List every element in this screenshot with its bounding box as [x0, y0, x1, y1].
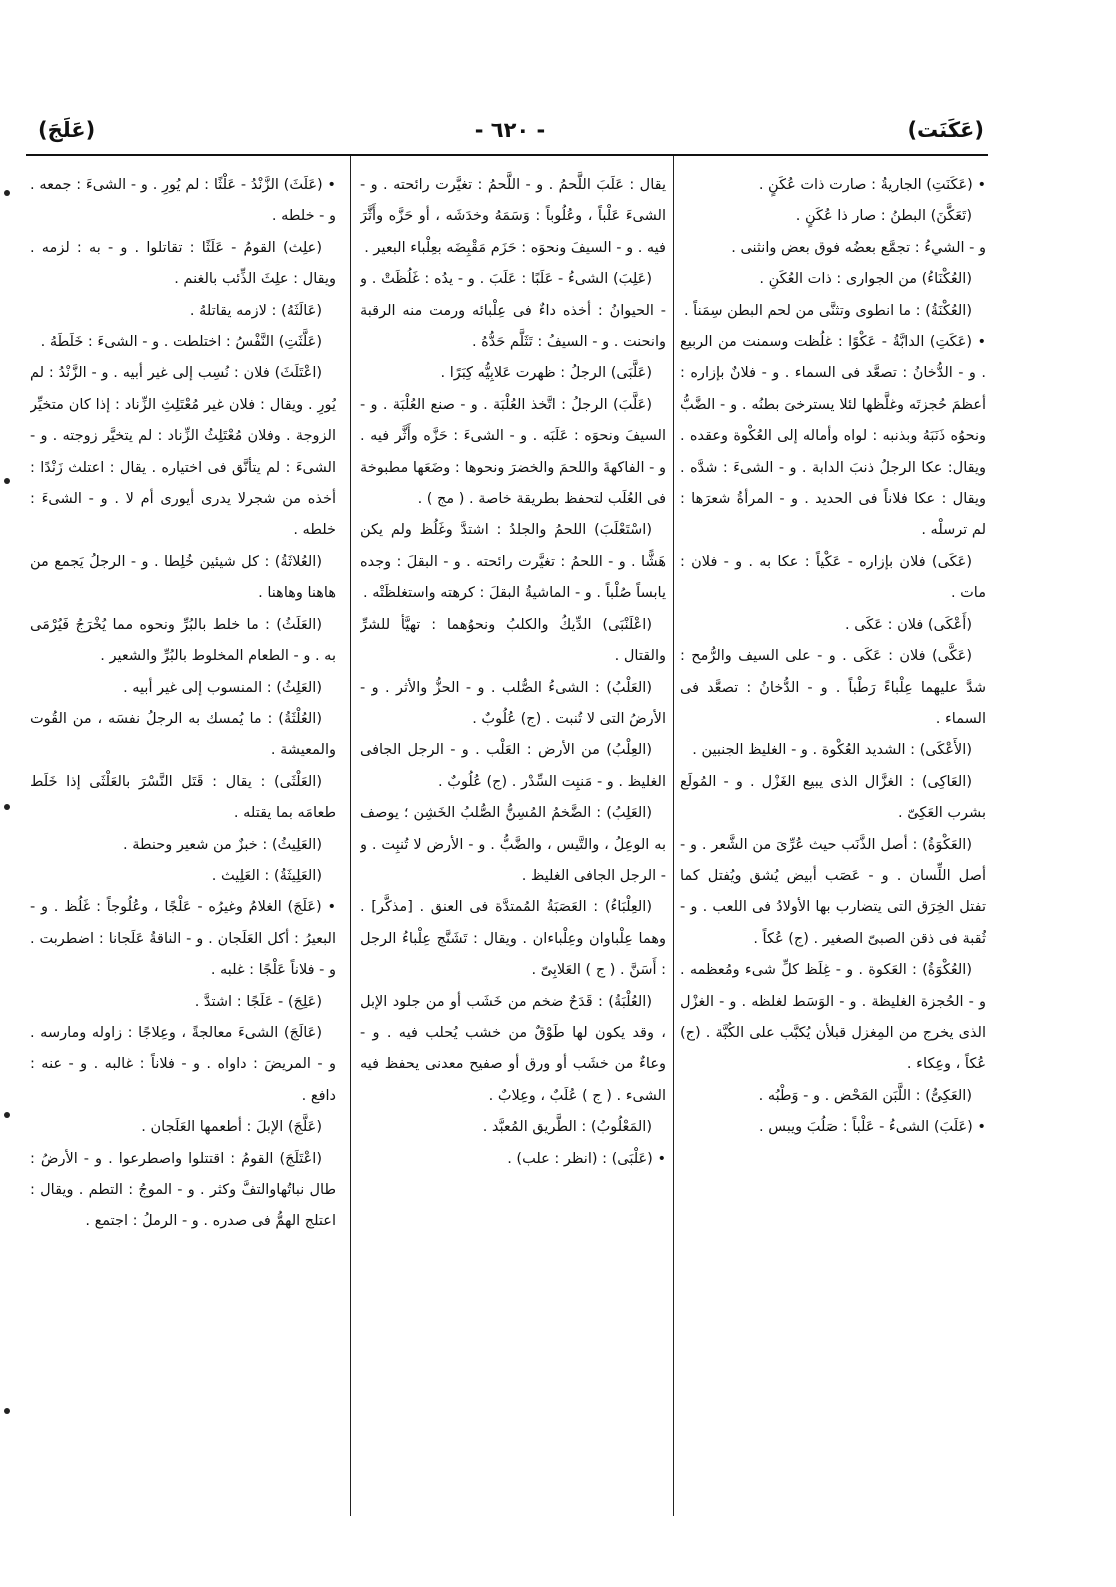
header-last-headword: (عَلَجَ) — [38, 118, 96, 142]
column-left — [30, 170, 336, 1510]
entry: (العُلْثَةُ) : ما يُمسك به الرجلُ نفسَه ، من القُوت والمعيشة . — [30, 710, 336, 759]
margin-mark — [4, 1112, 10, 1118]
entry: (علِث) القومُ - عَلَثًا : تقاتلوا . و - به : لزمه . ويقال : علِثَ الذِّئب بالغنم . — [30, 239, 336, 288]
entry: (عَلَّبَى) الرجلُ : ظهرت عَلابِيُّه كِبَرًا . — [440, 365, 652, 382]
column-divider-right — [673, 156, 674, 1516]
entry: يقال : عَلَبَ اللَّحمُ . و - اللَّحمُ : تغيَّرت رائحته . و - الشىءَ عَلْباً ، وعُلُوباً : وَسَمَهُ وخدَشَه ، أو حَزَّه وأَثَّرَ فيه . و - السيفَ ونحوَه : حَزَم مَقْبِضَه بعِلْباء البعير . — [360, 177, 666, 256]
page-number: - ٦٢٠ - — [474, 118, 546, 142]
entry: (عَلَّجَ) الإبلَ : أطعمها العَلَجان . — [141, 1119, 322, 1136]
entry: • (عَلَبَ) الشىءُ - عَلْباً : صَلُبَ ويبس . — [759, 1119, 986, 1136]
entry: (العَلِيثُ) : خبزٌ من شعير وحنطة . — [123, 836, 322, 853]
entry: • (عَلَثَ) الزَّنْدُ - عَلْثًا : لم يُورِ . و - الشىءَ : جمعه . و - خلطه . — [30, 177, 336, 225]
entry: (العَلِبُ) : الضَّخمُ المُسِنُّ الصُّلبُ الخَشِن ؛ يوصف به الوعِلُ ، والتَّيس ، والضَّبُّ . و - الأرض لا تُنبِت . و - الرجل الجافى الغليظ . — [360, 805, 666, 884]
header-rule — [26, 154, 988, 156]
entry: • (عَكَنَتِ) الجاريةُ : صارت ذات عُكَنٍ . — [758, 177, 986, 193]
entry: (عَلِبَ) الشىءُ - عَلَبًا : عَلَبَ . و - يدُه : غَلُظَتْ . و - الحيوانُ : أخذه داءٌ فى عِلْبائه ورمت منه الرقبة وانحنت . و - السيفُ : تَثَلَّم حَدُّهُ . — [360, 271, 666, 351]
margin-mark — [4, 478, 10, 484]
entry: (عَكَّى) فلان : عَكَى . و - على السيف والرُّمح : شدَّ عليهما عِلْباءً رَطْباً . و - الدُّخانُ : تصعَّد فى السماء . — [680, 648, 986, 727]
entry: (العَلِيثَةُ) : العَلِيث . — [211, 867, 322, 884]
margin-mark — [4, 190, 10, 196]
entry: (أَعْكَى) فلان : عَكَى . — [845, 616, 972, 633]
entry: (العُلاثَةُ) : كل شيئين خُلِطا . و - الرجلُ يَجمع من هاهنا وهاهنا . — [30, 553, 336, 602]
entry: (اعْتَلَثَ) فلان : نُسِب إلى غير أبيه . و - الزَّنْدُ : لم يُورِ . ويقال : فلان غير مُعْتَلِثِ الزِّناد : إذا كان متخيِّر الزوجة . وفلان مُعْتَلِثُ الزِّناد : لم يتخيَّر زوجته . و - الشىءَ : لم يتأنَّق فى اختياره . يقال : اعتلث زَنْدًا : أخذه من شجرلا يدرى أيورى أم لا . و - الشىءَ : خلطه . — [30, 365, 336, 539]
column-middle — [360, 170, 666, 1510]
margin-mark — [4, 1408, 10, 1414]
entry: (المَعْلُوبُ) : الطَّريق المُعبَّد . — [482, 1119, 652, 1136]
entry: (العَكِىُّ) : اللَّبَن المَحْض . و - وَطْبُه . — [758, 1087, 972, 1104]
entry: (العَلْبُ) : الشىءُ الصُّلب . و - الحزُّ والأثر . و - الأرضُ التى لا تُنبت . (ج) عُلُوبٌ . — [360, 679, 666, 727]
margin-mark — [4, 804, 10, 810]
entry: (اعْتَلَجَ) القومُ : اقتتلوا واصطرعوا . و - الأرضُ : طال نباتُهاوالتفَّ وكثر . و - الموجُ : التطم . ويقال : اعتلج الهمُّ فى صدره . و - الرملُ : اجتمع . — [30, 1150, 336, 1230]
entry: (الأَعْكَى) : الشديد العُكْوة . و - الغليظ الجنبين . — [692, 742, 972, 759]
entry: (تَعَكَّنَ) البطنُ : صار ذا عُكَنٍ . — [795, 208, 972, 225]
entry: (اسْتَعْلَبَ) اللحمُ والجلدُ : اشتدَّ وغَلُظ ولم يكن هَشًّا . و - اللحمُ : تغيَّرت رائحته . و - البقلَ : وجده يابساً صُلْباً . و - الماشيةُ البقلَ : كرهته واستغلظَتْه . — [360, 522, 666, 602]
entry: (العَكْوَةُ) : أصل الذَّنَب حيث عُرِّىَ من الشَّعر . و - أصل اللِّسان . و - عَصَب أبيض يُشق ويُفتل كما تفتل الخِرَق التى يتضارب بها الأولادُ فى اللعب . و - ثُقبة فى ذقن الصبىّ الصغير . (ج) عُكاً . — [680, 836, 986, 947]
column-divider-left — [350, 156, 351, 1516]
entry: (اعْلَنْبَى) الدِّيكُ والكلبُ ونحوُهما : تهيَّأ للشرِّ والقتال . — [360, 616, 666, 665]
entry: (العُكْنَاءُ) من الجوارى : ذات العُكَنِ . — [759, 271, 972, 288]
page-header — [30, 112, 990, 152]
entry: (العَلْثَى) : يقال : قَتَل النَّسْرَ بالعَلْثَى إذا خَلَط طعامَه بما يقتله . — [30, 773, 336, 822]
entry: (العُلْبَةُ) : قَدَحٌ ضخم من خَشَب أو من جلود الإبل ، وقد يكون لها طَوْقٌ من خشب يُحلب فيه . و - وعاءٌ من خشَب أو ورق أو صفيح معدنى يحفظ فيه الشىء . ( ج ) عُلَبٌ ، وعِلابٌ . — [360, 993, 666, 1104]
entry: • (عَكَتِ) الدابَّةُ - عَكْوًا : غلُظت وسمنت من الربيع . و - الدُّخانُ : تصعَّد فى السماء . و - فلانٌ بإزاره : أعظمَ حُجزتَه وغلَّظها لئلا يسترخىَ بطنُه . و - الضَّبُّ ونحوُه ذَنَبَهُ وبذنبه : لواه وأماله إلى العُكْوة وعقده . ويقال: عكا الرجلُ ذنبَ الدابة . و - الشىءَ : شدَّه . ويقال : عكا فلاناً فى الحديد . و - المرأةُ شعرَها : لم ترسلْه . — [680, 334, 986, 539]
entry: (العِلْبَاءُ) : العَصَبَةُ المُمتدَّة فى العنق . [مذكَّر] . وهما عِلْباوان وعِلْباءان . ويقال : تَشَنَّج عِلْباءُ الرجل : أَسَنَّ . ( ج ) العَلابِىّ . — [360, 899, 666, 979]
entry: (عَلَّثَتِ) النَّفْسُ : اختلطت . و - الشىءَ : خَلَطَهُ . — [40, 334, 322, 351]
entry: (العُكْنَةُ) : ما انطوى وتثنَّى من لحم البطن سِمَناً . — [683, 302, 972, 319]
entry: (عَالَجَ) الشىءَ معالجةً ، وعِلاجًا : زاوله ومارسه . و - المريضَ : داواه . و - فلاناً : غالبه . و - عنه : دافع . — [30, 1024, 336, 1104]
entry: (عَلِجَ) - عَلَجًا : اشتدَّ . — [194, 993, 322, 1010]
entry: (عَكَى) فلان بإزاره - عَكْياً : عكا به . و - فلان : مات . — [680, 553, 986, 602]
entry: • (عَلْبَى) : (انظر : علب) . — [507, 1150, 666, 1167]
entry: (العَلَثُ) : ما خلط بالبُرِّ ونحوه مما يُخْرَجُ فَيُرْمَى به . و - الطعام المخلوط بالبُرِّ والشعير . — [30, 616, 336, 665]
entry: (العَلِثُ) : المنسوب إلى غير أبيه . — [123, 679, 322, 696]
entry: (عَلَّبَ) الرجلُ : اتَّخذ العُلْبَة . و - صنع العُلْبَة . و - السيفَ ونحوَه : عَلَبَه . و - الشىءَ : حَزَّه وأَثَّر فيه . و - الفاكهةَ واللحمَ والخضرَ ونحوها : وضَعَها مطبوخة فى العُلَب لتحفظ بطريقة خاصة . ( مج ) . — [360, 396, 666, 508]
header-first-headword: (عَكَنَت) — [907, 118, 984, 142]
entry: (عَالَثَهُ) : لازمه يقاتلهُ . — [189, 302, 322, 319]
entry: (العُكْوَةُ) : العَكوة . و - غِلَظ كلِّ شىء ومُعظمه . و - الحُجزة الغليظة . و - الوَسَط لغلظه . و - الغزْل الذى يخرج من المِغزل قبلأن يُكبَّب على الكُبَّة . (ج) عُكاً ، وعِكاء . — [680, 962, 986, 1073]
entry: و - الشيءُ : تجمَّع بعضُه فوق بعض وانثنى . — [731, 239, 986, 256]
column-right — [680, 170, 986, 1510]
entry: • (عَلَجَ) الغلامُ وغيرُه - عَلْجًا ، وعُلُوجاً : غَلُظ . و - البعيرُ : أكل العَلَجان . و - الناقةُ عَلَجانا : اضطربت . و - فلاناً عَلْجًا : غلبه . — [30, 899, 336, 979]
entry: (العَاكِى) : الغزَّال الذى يبيع الغَزْل . و - المُولَع بشرب العَكِىّ . — [680, 773, 986, 822]
entry: (العِلْبُ) من الأرض : العَلْب . و - الرجل الجافى الغليظ . و - مَنبِت السِّدْر . (ج) عُلُوبٌ . — [360, 742, 666, 790]
